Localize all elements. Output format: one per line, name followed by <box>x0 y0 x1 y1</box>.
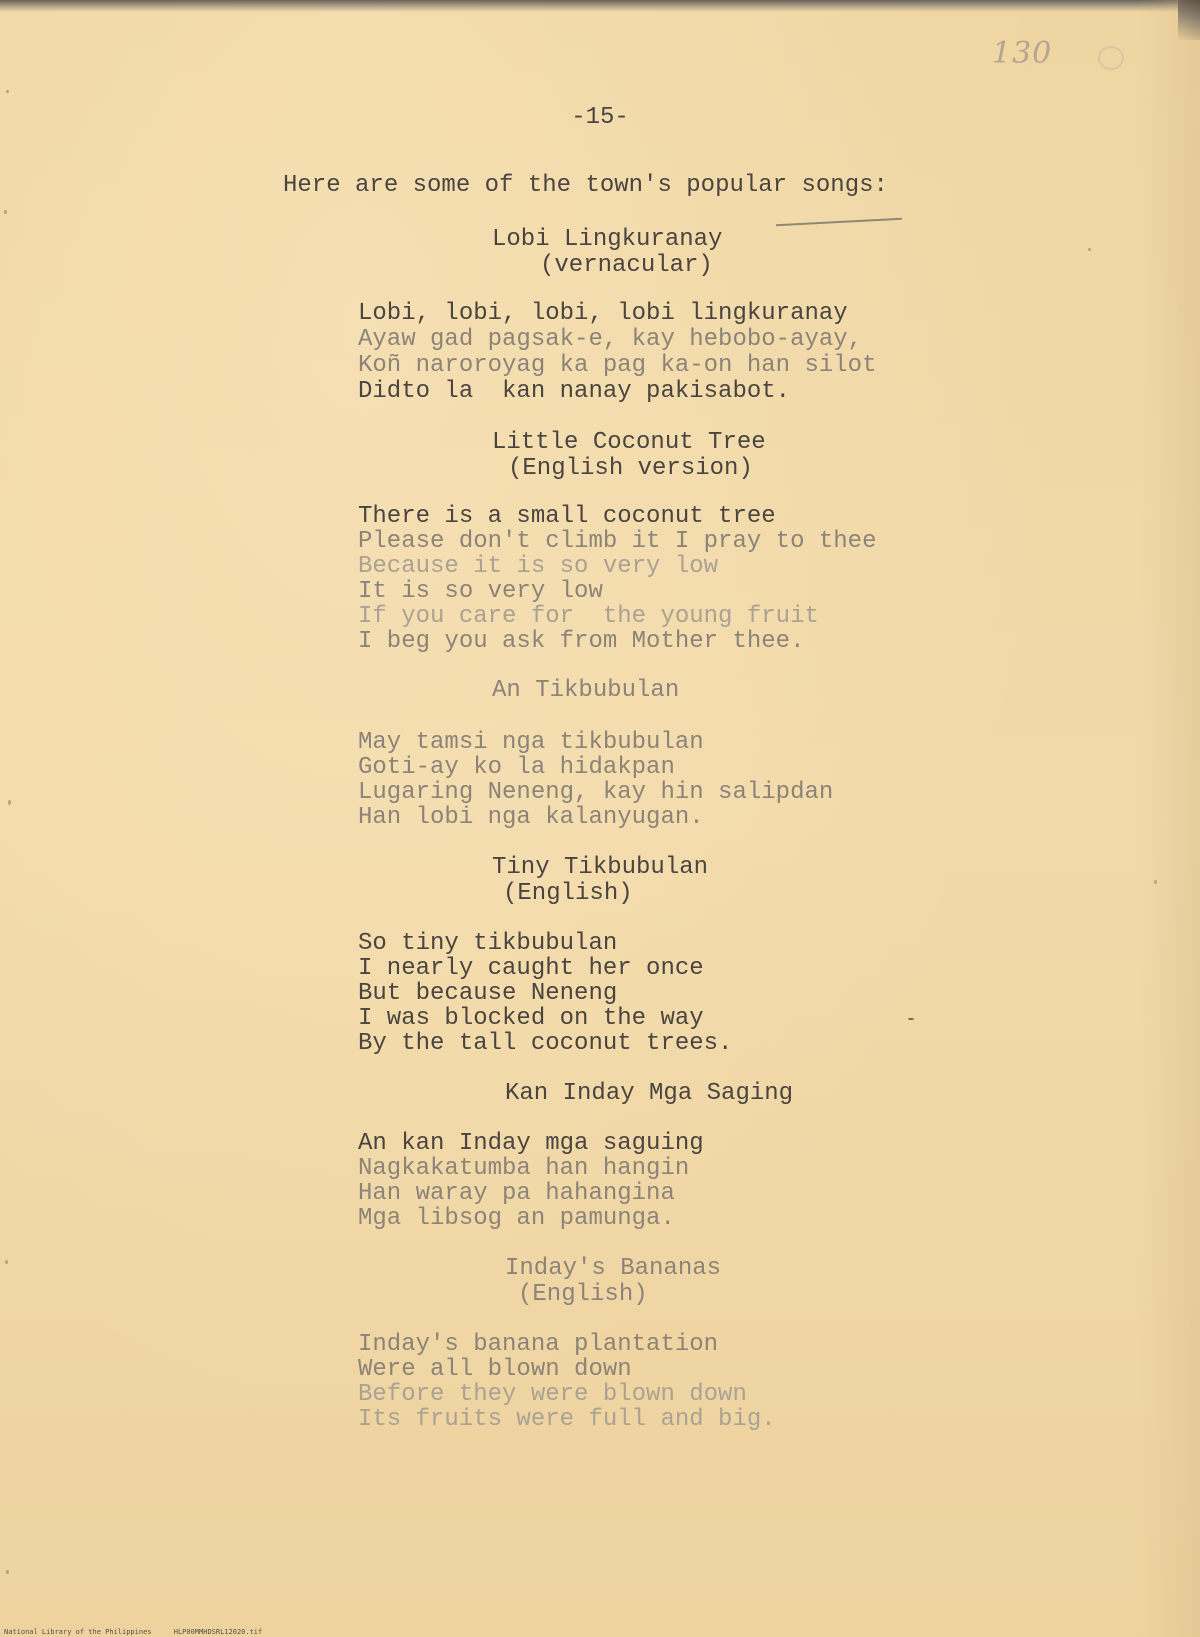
song-line: Nagkakatumba han hangin <box>358 1155 690 1182</box>
song-line: Koñ naroroyag ka pag ka-on han silot <box>358 352 877 379</box>
song-line: By the tall coconut trees. <box>358 1030 733 1057</box>
margin-annotation: 130 <box>992 36 1053 71</box>
song-line: Were all blown down <box>358 1356 632 1383</box>
song-line: So tiny tikbubulan <box>358 930 618 957</box>
song-line: Lugaring Neneng, kay hin salipdan <box>358 779 834 806</box>
song-title: Little Coconut Tree <box>492 429 766 456</box>
paper-speck <box>8 800 11 805</box>
scan-footer <box>4 1628 280 1636</box>
song-line: I beg you ask from Mother thee. <box>358 628 805 655</box>
footer-library: National Library of the Philippines <box>4 1628 152 1636</box>
song-line: An kan Inday mga saguing <box>358 1130 704 1157</box>
song-title: An Tikbubulan <box>492 677 680 704</box>
song-title: Inday's Bananas <box>505 1255 722 1282</box>
paper-speck <box>5 1260 8 1264</box>
song-line: Ayaw gad pagsak-e, kay hebobo-ayay, <box>358 326 863 353</box>
paper-speck <box>1088 248 1091 251</box>
song-line: I was blocked on the way <box>358 1005 704 1032</box>
song-line: Mga libsog an pamunga. <box>358 1205 675 1232</box>
song-line: Because it is so very low <box>358 553 719 580</box>
song-line: May tamsi nga tikbubulan <box>358 729 704 756</box>
song-line: If you care for the young fruit <box>358 603 819 630</box>
song-line: Lobi, lobi, lobi, lobi lingkuranay <box>358 300 848 327</box>
song-subtitle: (vernacular) <box>540 252 713 279</box>
song-line: But because Neneng <box>358 980 618 1007</box>
paper-speck <box>4 210 7 214</box>
page-top-edge <box>0 0 1200 12</box>
song-subtitle: (English) <box>503 880 633 907</box>
song-line: Han lobi nga kalanyugan. <box>358 804 704 831</box>
song-line: Please don't climb it I pray to thee <box>358 528 877 555</box>
song-line: I nearly caught her once <box>358 955 704 982</box>
song-line: Inday's banana plantation <box>358 1331 719 1358</box>
ink-stamp-mark <box>1098 46 1124 70</box>
song-subtitle: (English) <box>518 1281 648 1308</box>
song-line: Its fruits were full and big. <box>358 1406 776 1433</box>
song-title: Lobi Lingkuranay <box>492 226 723 253</box>
page-corner-fold <box>1178 0 1200 40</box>
song-title: Kan Inday Mga Saging <box>505 1080 794 1107</box>
paper-speck <box>6 1570 9 1574</box>
pen-mark <box>776 218 902 227</box>
page-number: -15- <box>571 104 629 131</box>
intro-text: Here are some of the town's popular songs: <box>283 172 888 199</box>
paper-speck <box>1154 880 1157 884</box>
page-right-shadow <box>1140 0 1200 1637</box>
song-line: Didto la kan nanay pakisabot. <box>358 378 791 405</box>
paper-speck <box>908 1018 914 1020</box>
song-title: Tiny Tikbubulan <box>492 854 709 881</box>
footer-file: HLP00MMHDSRL12020.tif <box>173 1628 263 1636</box>
song-subtitle: (English version) <box>508 455 753 482</box>
song-line: There is a small coconut tree <box>358 503 776 530</box>
song-line: It is so very low <box>358 578 603 605</box>
song-line: Goti-ay ko la hidakpan <box>358 754 675 781</box>
song-line: Before they were blown down <box>358 1381 747 1408</box>
paper-speck <box>6 90 9 93</box>
song-line: Han waray pa hahangina <box>358 1180 675 1207</box>
